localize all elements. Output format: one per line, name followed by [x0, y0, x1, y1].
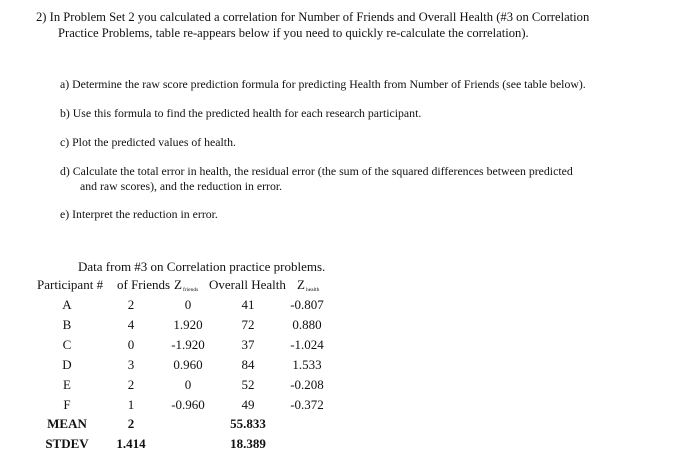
cell-health: 49	[241, 397, 255, 412]
cell-z-friends: 0	[184, 377, 192, 392]
cell-z-friends: 0.960	[173, 357, 203, 372]
cell-health: 37	[241, 337, 255, 352]
cell-friends: 2	[127, 377, 135, 392]
mean-label: MEAN	[47, 416, 87, 431]
cell-z-health: 1.533	[292, 357, 322, 372]
item-d-text: d) Calculate the total error in health, the residual error (the sum of the squared differences between predicted	[60, 164, 573, 178]
cell-friends: 4	[127, 317, 135, 332]
item-e	[60, 207, 660, 222]
header-z-health	[297, 277, 319, 293]
cell-z-health: -0.208	[290, 377, 324, 392]
header-z-friends-sub: friends	[182, 287, 199, 293]
item-c	[60, 135, 660, 150]
cell-z-health: -0.372	[290, 397, 324, 412]
item-b-text: b) Use this formula to find the predicted health for each research participant.	[60, 106, 422, 120]
item-b	[60, 106, 660, 121]
cell-health: 41	[241, 297, 255, 312]
cell-friends: 1	[127, 397, 135, 412]
cell-friends: 0	[127, 337, 135, 352]
question-line-1: 2) In Problem Set 2 you calculated a correlation for Number of Friends and Overall Health (#3 on Correlation	[36, 10, 590, 24]
cell-participant: B	[62, 317, 72, 332]
cell-health: 84	[241, 357, 255, 372]
cell-z-health: -1.024	[290, 337, 324, 352]
item-d-continuation: and raw scores), and the reduction in error.	[80, 179, 283, 193]
cell-health: 52	[241, 377, 255, 392]
item-a	[60, 77, 660, 92]
cell-z-friends: 0	[184, 297, 192, 312]
cell-friends: 3	[127, 357, 135, 372]
question-intro	[36, 9, 676, 41]
cell-participant: F	[63, 397, 71, 412]
header-z-friends-letter: Z	[174, 277, 182, 292]
mean-health: 55.833	[230, 416, 266, 431]
header-z-health-letter: Z	[297, 277, 305, 292]
item-a-text: a) Determine the raw score prediction formula for predicting Health from Number of Friends (see table below).	[60, 77, 586, 91]
question-line-2: Practice Problems, table re-appears below if you need to quickly re-calculate the correlation).	[58, 26, 529, 40]
cell-participant: E	[63, 377, 71, 392]
table-title: Data from #3 on Correlation practice problems.	[78, 259, 326, 274]
item-d	[60, 164, 660, 194]
cell-z-friends: -0.960	[171, 397, 205, 412]
cell-participant: A	[62, 297, 72, 312]
header-health: Overall Health	[209, 277, 286, 292]
cell-z-friends: 1.920	[173, 317, 203, 332]
cell-health: 72	[241, 317, 255, 332]
header-participant: Participant #	[37, 277, 104, 292]
cell-z-health: -0.807	[290, 297, 324, 312]
item-e-text: e) Interpret the reduction in error.	[60, 207, 218, 221]
stdev-label: STDEV	[45, 436, 89, 451]
stdev-friends: 1.414	[116, 436, 146, 451]
header-z-health-sub: health	[305, 287, 320, 293]
cell-participant: D	[62, 357, 72, 372]
header-friends: of Friends	[117, 277, 171, 292]
stdev-health: 18.389	[230, 436, 266, 451]
mean-friends: 2	[127, 416, 135, 431]
header-z-friends	[174, 277, 198, 293]
cell-z-health: 0.880	[292, 317, 322, 332]
item-c-text: c) Plot the predicted values of health.	[60, 135, 236, 149]
cell-z-friends: -1.920	[171, 337, 205, 352]
cell-participant: C	[62, 337, 72, 352]
cell-friends: 2	[127, 297, 135, 312]
